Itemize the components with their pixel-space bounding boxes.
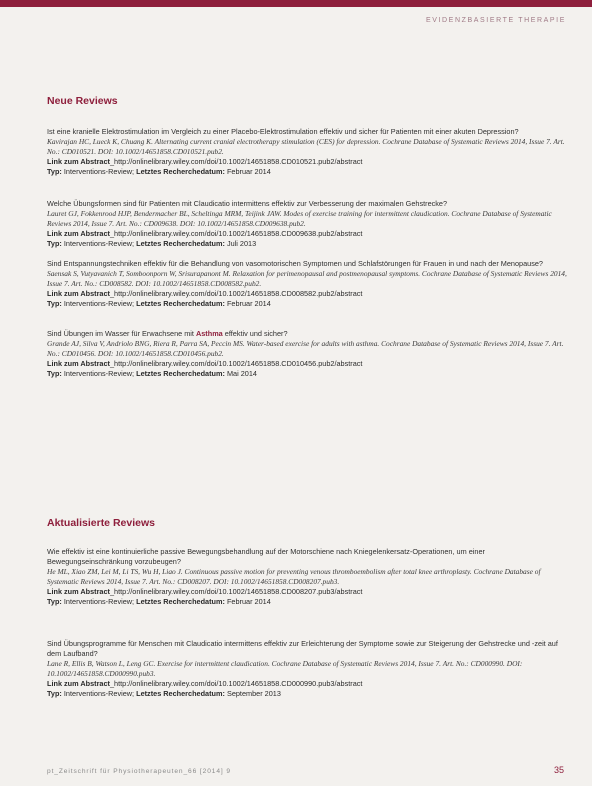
abstract-link[interactable]: _http://onlinelibrary.wiley.com/doi/10.1002/14651858.CD000990.pub3/abstract	[109, 679, 363, 688]
section-title-aktualisierte-reviews: Aktualisierte Reviews	[47, 517, 155, 529]
review-type-line: Typ: Interventions-Review; Letztes Recherchedatum: September 2013	[47, 689, 281, 698]
abstract-link-line	[47, 229, 572, 239]
abstract-link[interactable]: _http://onlinelibrary.wiley.com/doi/10.1002/14651858.CD008582.pub2/abstract	[109, 289, 363, 298]
journal-footer: pt_Zeitschrift für Physiotherapeuten_66 [2014] 9	[47, 768, 231, 775]
abstract-link[interactable]: _http://onlinelibrary.wiley.com/doi/10.1002/14651858.CD008207.pub3/abstract	[109, 587, 363, 596]
top-color-bar	[0, 0, 592, 7]
abstract-link-label: Link zum Abstract	[47, 229, 110, 238]
abstract-link-line	[47, 359, 572, 369]
review-citation: Grande AJ, Silva V, Andriolo BNG, Riera R, Parra SA, Peccin MS. Water-based exercise for adults with asthma. Cochrane Database of Systematic Reviews 2014, Issue 7. Art. No.: CD010456. DOI: 10.1002/14651858.CD010456.pub2.	[47, 339, 564, 358]
page-number: 35	[553, 765, 564, 775]
review-entry	[47, 329, 572, 379]
review-citation: He ML, Xiao ZM, Lei M, Li TS, Wu H, Liao J. Continuous passive motion for preventing venous thromboembolism after total knee arthroplasty. Cochrane Database of Systematic Reviews 2014, Issue 7. Art. No.: CD008207. DOI: 10.1002/14651858.CD008207.pub3.	[47, 567, 541, 586]
review-question: Ist eine kranielle Elektrostimulation im Vergleich zu einer Placebo-Elektrostimulation effektiv und sicher für Patienten mit einer akuten Depression?	[47, 127, 519, 136]
section-header-label: EVIDENZBASIERTE THERAPIE	[425, 17, 566, 24]
review-type-line: Typ: Interventions-Review; Letztes Recherchedatum: Juli 2013	[47, 239, 257, 248]
abstract-link[interactable]: _http://onlinelibrary.wiley.com/doi/10.1002/14651858.CD010456.pub2/abstract	[109, 359, 363, 368]
review-entry	[47, 127, 572, 177]
section-title-neue-reviews: Neue Reviews	[47, 95, 118, 107]
review-question: Wie effektiv ist eine kontinuierliche passive Bewegungsbehandlung auf der Motorschiene nach Kniegelenkersatz-Operationen, um einer Bewegungseinschränkung vorzubeugen?	[47, 547, 485, 566]
review-entry	[47, 547, 572, 607]
review-question: Sind Übungen im Wasser für Erwachsene mit Asthma effektiv und sicher?	[47, 329, 288, 338]
review-citation: Kavirajan HC, Lueck K, Chuang K. Alternating current cranial electrotherapy stimulation (CES) for depression. Cochrane Database of Systematic Reviews 2014, Issue 7. Art. No.: CD010521. DOI: 10.1002/14651858.CD010521.pub2.	[47, 137, 565, 156]
review-type-line: Typ: Interventions-Review; Letztes Recherchedatum: Februar 2014	[47, 597, 271, 606]
abstract-link-line	[47, 679, 572, 689]
abstract-link-line	[47, 157, 572, 167]
abstract-link-label: Link zum Abstract	[47, 289, 110, 298]
review-question: Sind Übungsprogramme für Menschen mit Claudicatio intermittens effektiv zur Erleichterung der Symptome sowie zur Steigerung der Gehstrecke und -zeit auf dem Laufband?	[47, 639, 558, 658]
review-type-line: Typ: Interventions-Review; Letztes Recherchedatum: Februar 2014	[47, 167, 271, 176]
abstract-link-line	[47, 289, 572, 299]
review-citation: Saensak S, Vutyavanich T, Somboonporn W, Srisurapanont M. Relaxation for perimenopausal and postmenopausal symptoms. Cochrane Database of Systematic Reviews 2014, Issue 7. Art. No.: CD008582. DOI: 10.1002/14651858.CD008582.pub2.	[47, 269, 567, 288]
review-entry	[47, 259, 572, 309]
review-citation: Lane R, Ellis B, Watson L, Leng GC. Exercise for intermittent claudication. Cochrane Database of Systematic Reviews 2014, Issue 7. Art. No.: CD000990. DOI: 10.1002/14651858.CD000990.pub3.	[47, 659, 523, 678]
review-question: Sind Entspannungstechniken effektiv für die Behandlung von vasomotorischen Symptomen und Schlafstörungen für Frauen in und nach der Menopause?	[47, 259, 543, 268]
abstract-link-label: Link zum Abstract	[47, 587, 110, 596]
highlighted-term: Asthma	[195, 329, 223, 338]
abstract-link[interactable]: _http://onlinelibrary.wiley.com/doi/10.1002/14651858.CD009638.pub2/abstract	[109, 229, 363, 238]
review-question: Welche Übungsformen sind für Patienten mit Claudicatio intermittens effektiv zur Verbesserung der maximalen Gehstrecke?	[47, 199, 448, 208]
abstract-link-line	[47, 587, 572, 597]
review-type-line: Typ: Interventions-Review; Letztes Recherchedatum: Mai 2014	[47, 369, 257, 378]
abstract-link-label: Link zum Abstract	[47, 157, 110, 166]
review-entry	[47, 639, 572, 699]
abstract-link[interactable]: _http://onlinelibrary.wiley.com/doi/10.1002/14651858.CD010521.pub2/abstract	[109, 157, 363, 166]
review-citation: Lauret GJ, Fokkenrood HJP, Bendermacher BL, Scheltinga MRM, Teijink JAW. Modes of exercise training for intermittent claudication. Cochrane Database of Systematic Reviews 2014, Issue 7. Art. No.: CD009638. DOI: 10.1002/14651858.CD009638.pub2.	[47, 209, 552, 228]
review-entry	[47, 199, 572, 249]
abstract-link-label: Link zum Abstract	[47, 679, 110, 688]
review-type-line: Typ: Interventions-Review; Letztes Recherchedatum: Februar 2014	[47, 299, 271, 308]
abstract-link-label: Link zum Abstract	[47, 359, 110, 368]
